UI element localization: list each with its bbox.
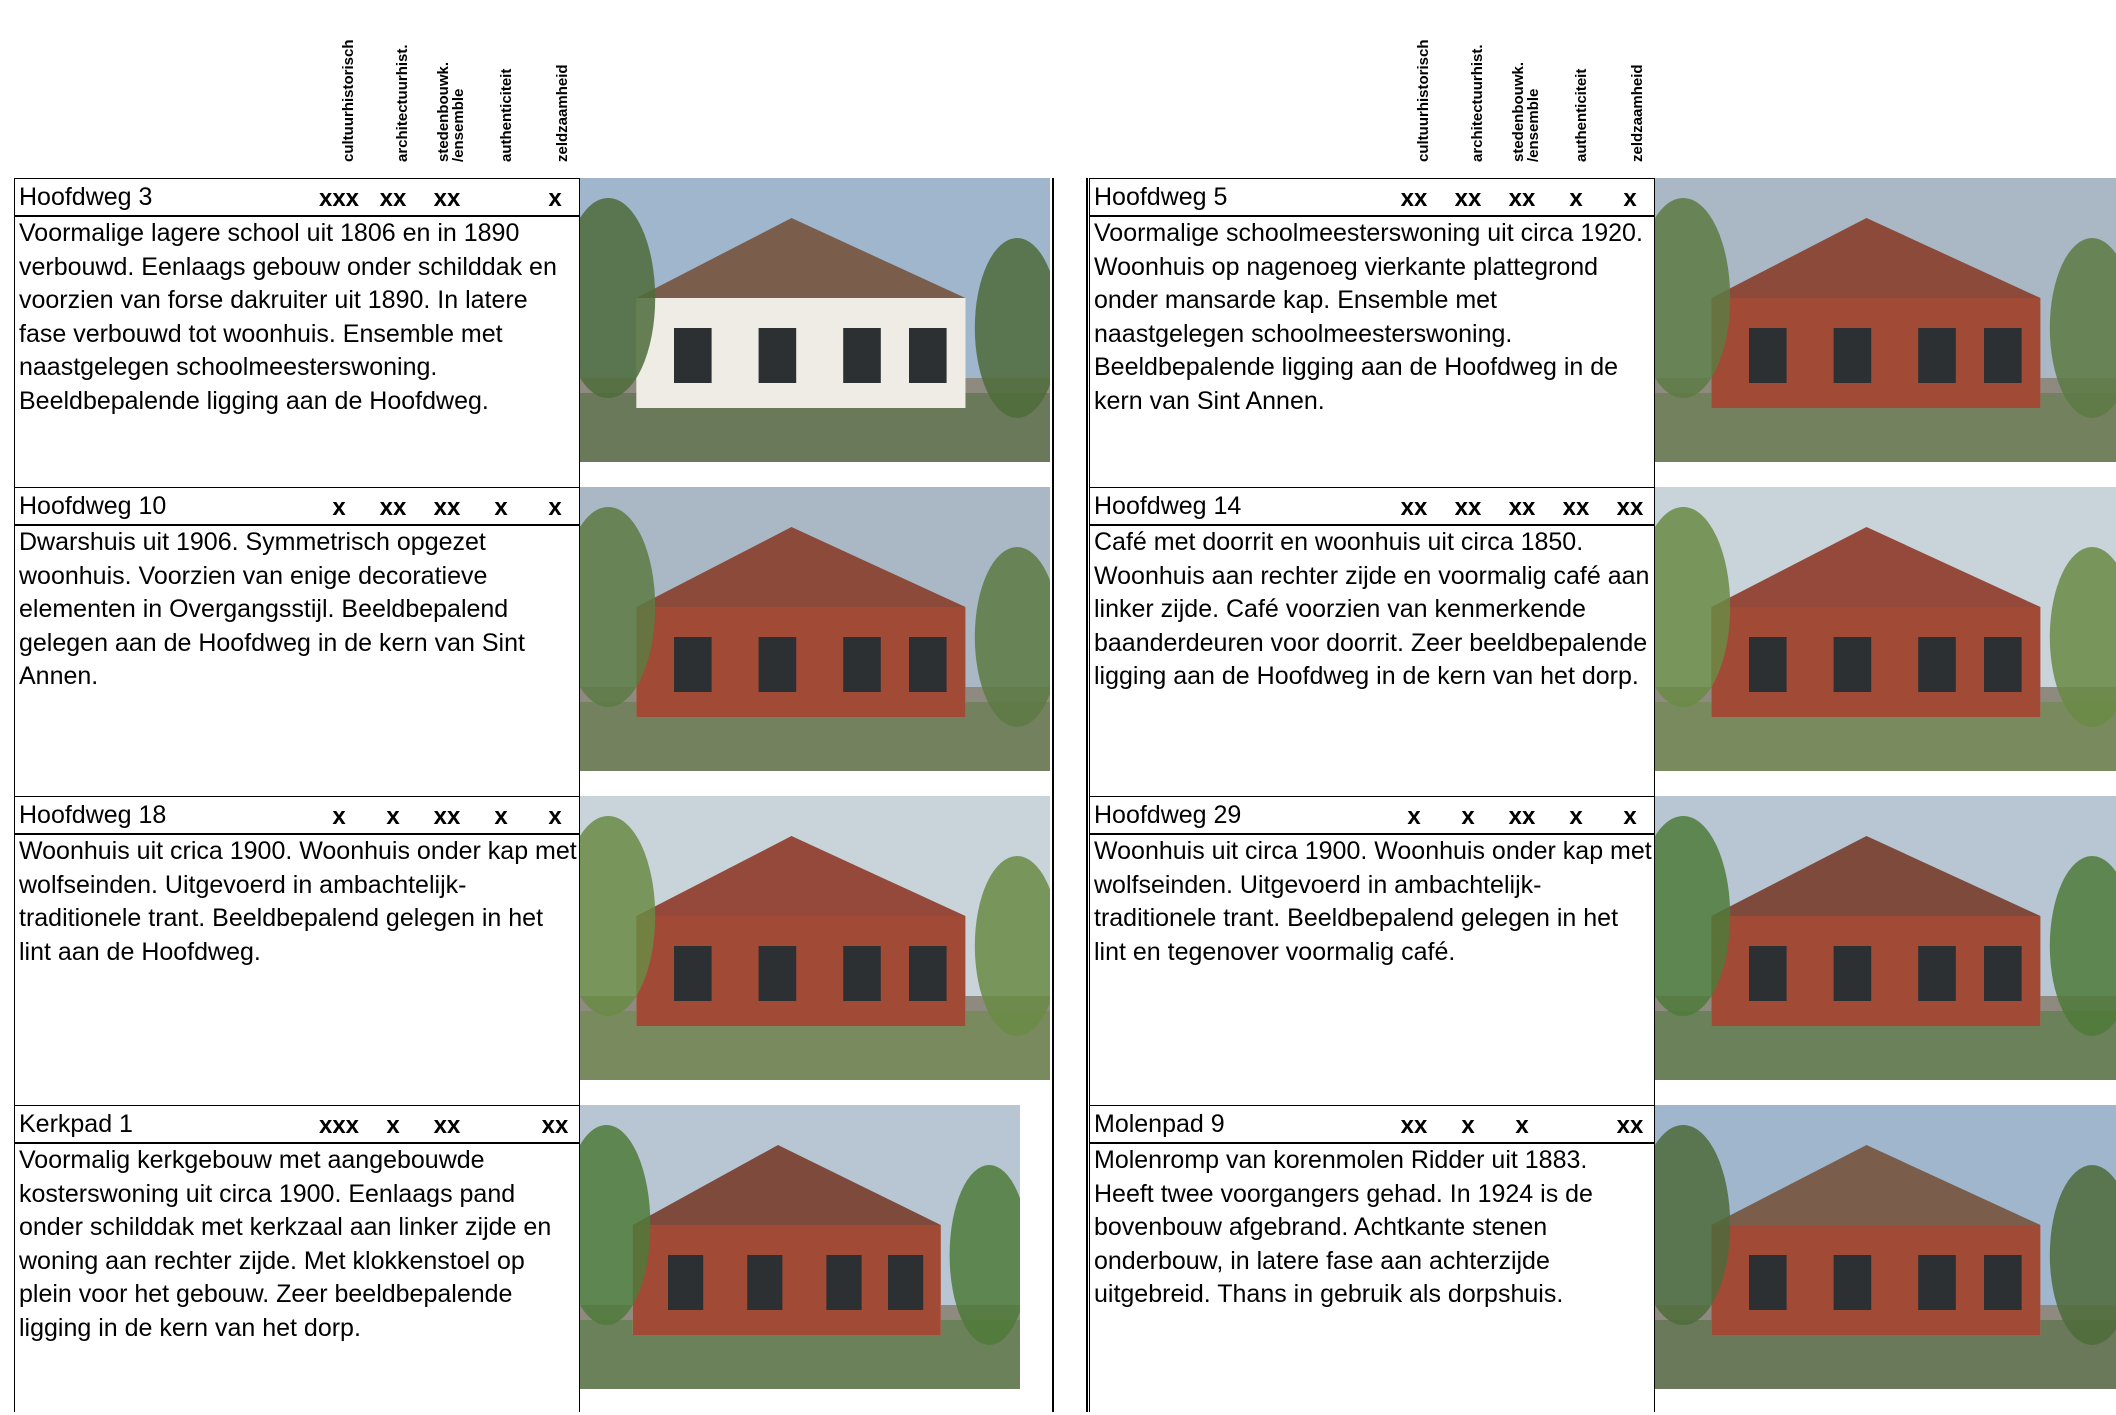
left-column: [0, 0, 1058, 1412]
entry-textbox: [1089, 487, 1655, 797]
rating-0: xx: [1400, 185, 1428, 212]
entry-address: Hoofdweg 10: [19, 492, 167, 520]
header-label: cultuurhistorisch: [1415, 39, 1432, 162]
entry-description: Dwarshuis uit 1906. Symmetrisch opgezet woonhuis. Voorzien van enige decoratieve elementen in Overgangsstijl. Beeldbepalend gelegen aan de Hoofdweg in de kern van Sint Annen.: [19, 528, 525, 690]
right-column: [1075, 0, 2116, 1412]
white-house-photo: [1655, 178, 2116, 462]
rating-3: x: [1569, 803, 1583, 830]
entry-address: Hoofdweg 29: [1094, 801, 1242, 829]
header-label: authenticiteit: [498, 68, 515, 162]
rating-2: xx: [1508, 185, 1536, 212]
header-label: cultuurhistorisch: [340, 39, 357, 162]
rating-2: xx: [433, 494, 461, 521]
header-label: stedenbouwk. /ensemble: [435, 61, 467, 162]
rating-1: xx: [379, 185, 407, 212]
rating-2: xx: [433, 185, 461, 212]
monument-entry: [14, 796, 1054, 1106]
entry-photo: [580, 178, 1050, 462]
header-label: stedenbouwk. /ensemble: [1510, 61, 1542, 162]
entry-textbox: [1089, 1105, 1655, 1412]
rating-4: xx: [1616, 494, 1644, 521]
brick-house-photo: [580, 487, 1050, 771]
rating-1: xx: [379, 494, 407, 521]
rating-1: x: [1461, 803, 1475, 830]
monument-entry: [1089, 178, 2116, 488]
header-authenticiteit: [1563, 2, 1590, 162]
brick-house-photo: [580, 796, 1050, 1080]
header-architectuurhist: [1459, 2, 1486, 162]
entry-photo: [1655, 178, 2116, 462]
monument-entry: [14, 487, 1054, 797]
rating-1: x: [386, 803, 400, 830]
entry-description: Café met doorrit en woonhuis uit circa 1850. Woonhuis aan rechter zijde en voormalig café aan linker zijde. Café voorzien van kenmerkende baanderdeuren voor doorrit. Zeer beeldbepalende ligging aan de Hoofdweg in de kern van het dorp.: [1094, 528, 1650, 690]
entry-photo: [1655, 487, 2116, 771]
header-label: architectuurhist.: [1469, 44, 1486, 162]
rating-3: x: [494, 494, 508, 521]
entry-textbox: [14, 487, 580, 797]
monument-entry: [1089, 1105, 2116, 1415]
rating-4: xx: [541, 1112, 569, 1139]
entry-description: Voormalig kerkgebouw met aangebouwde kosterswoning uit circa 1900. Eenlaags pand onder schilddak met kerkzaal aan linker zijde en woning aan rechter zijde. Met klokkenstoel op plein voor het gebouw. Zeer beeldbepalende ligging in de kern van het dorp.: [19, 1146, 552, 1342]
mill-stump-photo: [1655, 1105, 2116, 1389]
rating-0: x: [332, 494, 346, 521]
rating-3: xx: [1562, 494, 1590, 521]
entry-textbox: [1089, 178, 1655, 488]
entry-photo: [1655, 1105, 2116, 1389]
monument-entry: [1089, 487, 2116, 797]
brick-house-photo: [1655, 796, 2116, 1080]
header-label: zeldzaamheid: [554, 64, 571, 162]
entry-address: Hoofdweg 3: [19, 183, 153, 211]
rating-0: xxx: [318, 185, 360, 212]
entry-description: Voormalige schoolmeesterswoning uit circa 1920. Woonhuis op nagenoeg vierkante plattegrond onder mansarde kap. Ensemble met naastgelegen schoolmeesterswoning. Beeldbepalende ligging aan de Hoofdweg in de kern van Sint Annen.: [1094, 219, 1643, 415]
entry-textbox: [14, 178, 580, 488]
cafe-photo: [1655, 487, 2116, 771]
rating-0: x: [1407, 803, 1421, 830]
rating-1: x: [1461, 1112, 1475, 1139]
rating-2: xx: [1508, 803, 1536, 830]
rating-4: x: [548, 494, 562, 521]
entry-address: Hoofdweg 14: [1094, 492, 1242, 520]
header-zeldzaamheid: [1619, 2, 1646, 162]
entry-address: Molenpad 9: [1094, 1110, 1225, 1138]
rating-2: xx: [433, 1112, 461, 1139]
header-stedenbouwk: [1507, 2, 1542, 162]
rating-3: x: [1569, 185, 1583, 212]
entry-address: Hoofdweg 5: [1094, 183, 1228, 211]
entry-photo: [580, 796, 1050, 1080]
rating-0: xxx: [318, 1112, 360, 1139]
monument-entry: [1089, 796, 2116, 1106]
monument-entry: [14, 178, 1054, 488]
header-zeldzaamheid: [544, 2, 571, 162]
header-label: architectuurhist.: [394, 44, 411, 162]
entry-photo: [580, 487, 1050, 771]
entry-description: Woonhuis uit circa 1900. Woonhuis onder kap met wolfseinden. Uitgevoerd in ambachtelijk-traditionele trant. Beeldbepalend gelegen in het lint en tegenover voormalig café.: [1094, 837, 1652, 966]
rating-4: x: [548, 185, 562, 212]
header-stedenbouwk: [432, 2, 467, 162]
rating-2: xx: [1508, 494, 1536, 521]
rating-0: x: [332, 803, 346, 830]
entry-photo: [1655, 796, 2116, 1080]
rating-0: xx: [1400, 494, 1428, 521]
header-architectuurhist: [384, 2, 411, 162]
rating-2: xx: [433, 803, 461, 830]
rating-4: xx: [1616, 1112, 1644, 1139]
rating-4: x: [1623, 185, 1637, 212]
column-separator: [1052, 178, 1054, 1412]
rating-1: xx: [1454, 185, 1482, 212]
entry-textbox: [14, 1105, 580, 1412]
header-label: authenticiteit: [1573, 68, 1590, 162]
monument-entry: [14, 1105, 1054, 1415]
church-building-photo: [580, 1105, 1020, 1389]
header-authenticiteit: [488, 2, 515, 162]
entry-textbox: [14, 796, 580, 1106]
entry-photo: [580, 1105, 1020, 1389]
rating-4: x: [1623, 803, 1637, 830]
rating-1: x: [386, 1112, 400, 1139]
entry-address: Kerkpad 1: [19, 1110, 133, 1138]
rating-0: xx: [1400, 1112, 1428, 1139]
entry-textbox: [1089, 796, 1655, 1106]
entry-address: Hoofdweg 18: [19, 801, 167, 829]
school-with-bell-tower-photo: [580, 178, 1050, 462]
entry-description: Voormalige lagere school uit 1806 en in 1890 verbouwd. Eenlaags gebouw onder schilddak en voorzien van forse dakruiter uit 1890. In latere fase verbouwd tot woonhuis. Ensemble met naastgelegen schoolmeesterswoning. Beeldbepalende ligging aan de Hoofdweg.: [19, 219, 557, 415]
rating-3: x: [494, 803, 508, 830]
header-cultuurhistorisch: [1405, 2, 1432, 162]
rating-4: x: [548, 803, 562, 830]
header-label: zeldzaamheid: [1629, 64, 1646, 162]
rating-1: xx: [1454, 494, 1482, 521]
column-separator: [1086, 178, 1088, 1412]
rating-2: x: [1515, 1112, 1529, 1139]
entry-description: Molenromp van korenmolen Ridder uit 1883. Heeft twee voorgangers gehad. In 1924 is de bovenbouw afgebrand. Achtkante stenen onderbouw, in latere fase aan achterzijde uitgebreid. Thans in gebruik als dorpshuis.: [1094, 1146, 1593, 1308]
header-cultuurhistorisch: [330, 2, 357, 162]
entry-description: Woonhuis uit crica 1900. Woonhuis onder kap met wolfseinden. Uitgevoerd in ambachtelijk-traditionele trant. Beeldbepalend gelegen in het lint aan de Hoofdweg.: [19, 837, 577, 966]
